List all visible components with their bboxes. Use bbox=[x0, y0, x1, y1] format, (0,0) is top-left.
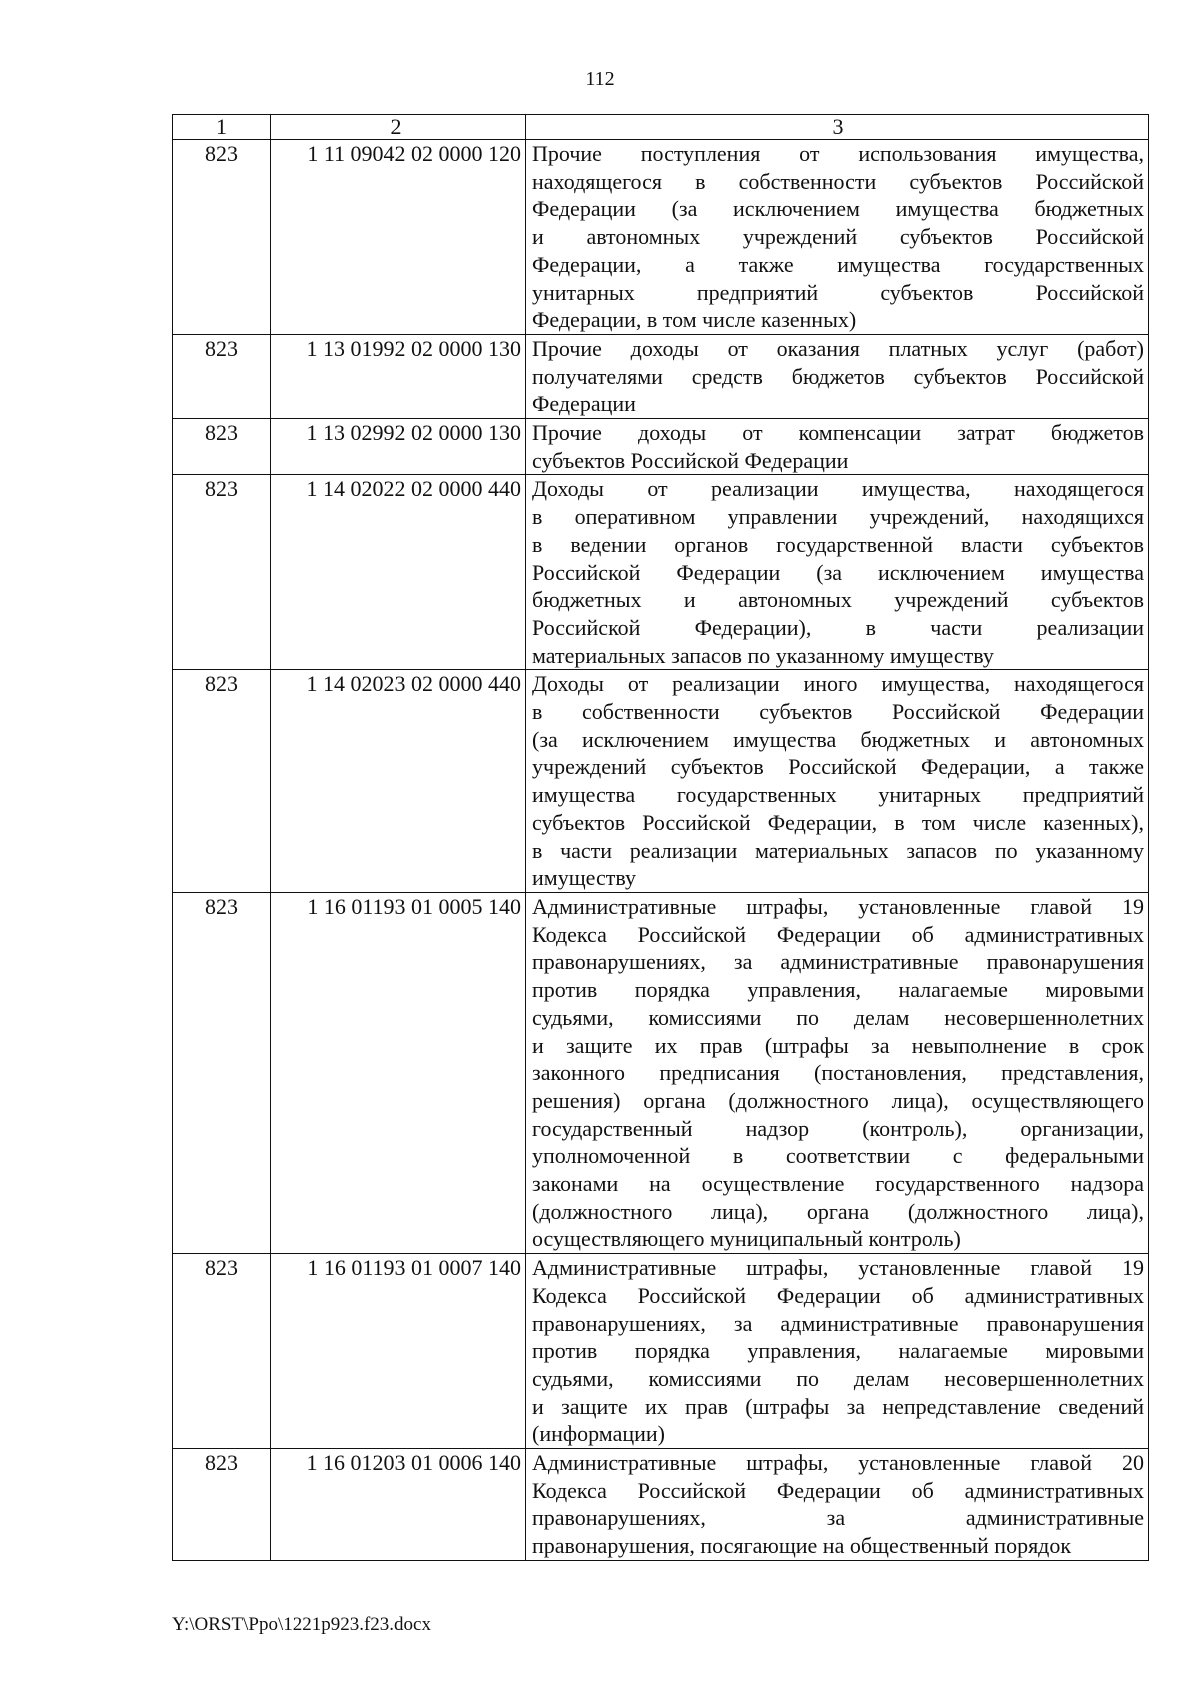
admin-code-cell: 823 bbox=[173, 140, 271, 335]
budget-classification-code-cell: 1 16 01203 01 0006 140 bbox=[271, 1449, 526, 1561]
description-line: Кодекса Российской Федерации об административных bbox=[532, 1477, 1144, 1503]
description-line: в собственности субъектов Российской Федерации bbox=[532, 699, 1144, 725]
description-line: в ведении органов государственной власти субъектов bbox=[532, 531, 1144, 557]
table-body bbox=[173, 115, 1149, 1561]
description-line: осуществляющего муниципальный контроль) bbox=[532, 1226, 961, 1252]
description-line: имуществу bbox=[532, 865, 636, 891]
description-line: правонарушениях, за административные правонарушения bbox=[532, 949, 1144, 975]
description-line: Федерации (за исключением имущества бюджетных bbox=[532, 196, 1144, 222]
description-line: (за исключением имущества бюджетных и автономных bbox=[532, 726, 1144, 752]
footer-file-path: Y:\ORST\Ppo\1221p923.f23.docx bbox=[172, 1614, 431, 1635]
admin-code-cell: 823 bbox=[173, 419, 271, 475]
description-line: Федерации, а также имущества государственных bbox=[532, 251, 1144, 277]
description-line: (должностного лица), органа (должностного лица), bbox=[532, 1198, 1144, 1224]
revenue-description-cell bbox=[526, 1449, 1149, 1561]
revenue-description-cell bbox=[526, 475, 1149, 670]
description-line: решения) органа (должностного лица), осуществляющего bbox=[532, 1087, 1144, 1113]
description-line: в оперативном управлении учреждений, находящихся bbox=[532, 504, 1144, 530]
column-header-3: 3 bbox=[526, 115, 1149, 140]
description-line: Доходы от реализации имущества, находящегося bbox=[532, 476, 1144, 502]
description-line: получателями средств бюджетов субъектов Российской bbox=[532, 363, 1144, 389]
table-row bbox=[173, 1254, 1149, 1449]
description-line: правонарушениях, за административные bbox=[532, 1505, 1144, 1531]
description-line: субъектов Российской Федерации, в том числе казенных), bbox=[532, 809, 1144, 835]
description-line: Кодекса Российской Федерации об административных bbox=[532, 1282, 1144, 1308]
description-line: против порядка управления, налагаемые мировыми bbox=[532, 1338, 1144, 1364]
description-line: Административные штрафы, установленные главой 20 bbox=[532, 1450, 1144, 1476]
table-header-row bbox=[173, 115, 1149, 140]
admin-code-cell: 823 bbox=[173, 475, 271, 670]
description-line: и защите их прав (штрафы за непредставление сведений bbox=[532, 1393, 1144, 1419]
description-line: имущества государственных унитарных предприятий bbox=[532, 782, 1144, 808]
budget-classification-code-cell: 1 13 01992 02 0000 130 bbox=[271, 334, 526, 418]
description-line: бюджетных и автономных учреждений субъектов bbox=[532, 587, 1144, 613]
table-row bbox=[173, 140, 1149, 335]
admin-code-cell: 823 bbox=[173, 892, 271, 1253]
description-line: унитарных предприятий субъектов Российской bbox=[532, 279, 1144, 305]
description-line: в части реализации материальных запасов по указанному bbox=[532, 837, 1144, 863]
description-line: судьями, комиссиями по делам несовершеннолетних bbox=[532, 1365, 1144, 1391]
description-line: Административные штрафы, установленные главой 19 bbox=[532, 893, 1144, 919]
description-line: Российской Федерации (за исключением имущества bbox=[532, 559, 1144, 585]
description-line: против порядка управления, налагаемые мировыми bbox=[532, 977, 1144, 1003]
description-line: материальных запасов по указанному имуществу bbox=[532, 642, 994, 668]
column-header-1: 1 bbox=[173, 115, 271, 140]
description-line: Доходы от реализации иного имущества, находящегося bbox=[532, 671, 1144, 697]
revenue-description-cell bbox=[526, 140, 1149, 335]
admin-code-cell: 823 bbox=[173, 670, 271, 893]
description-line: Кодекса Российской Федерации об административных bbox=[532, 921, 1144, 947]
description-line: субъектов Российской Федерации bbox=[532, 447, 849, 473]
description-line: законами на осуществление государственного надзора bbox=[532, 1171, 1144, 1197]
description-line: (информации) bbox=[532, 1421, 665, 1447]
revenue-description-cell bbox=[526, 670, 1149, 893]
admin-code-cell: 823 bbox=[173, 1254, 271, 1449]
description-line: судьями, комиссиями по делам несовершеннолетних bbox=[532, 1004, 1144, 1030]
revenue-description-cell bbox=[526, 334, 1149, 418]
budget-classification-code-cell: 1 14 02023 02 0000 440 bbox=[271, 670, 526, 893]
budget-classification-code-cell: 1 14 02022 02 0000 440 bbox=[271, 475, 526, 670]
description-line: государственный надзор (контроль), организации, bbox=[532, 1115, 1144, 1141]
admin-code-cell: 823 bbox=[173, 334, 271, 418]
column-header-2: 2 bbox=[271, 115, 526, 140]
table-row bbox=[173, 475, 1149, 670]
revenue-description-cell bbox=[526, 419, 1149, 475]
budget-classification-code-cell: 1 13 02992 02 0000 130 bbox=[271, 419, 526, 475]
table-row bbox=[173, 419, 1149, 475]
description-line: законного предписания (постановления, представления, bbox=[532, 1060, 1144, 1086]
budget-classification-code-cell: 1 11 09042 02 0000 120 bbox=[271, 140, 526, 335]
description-line: Федерации, в том числе казенных) bbox=[532, 307, 857, 333]
table-row bbox=[173, 334, 1149, 418]
table-row bbox=[173, 1449, 1149, 1561]
description-line: Федерации bbox=[532, 391, 636, 417]
description-line: Прочие доходы от оказания платных услуг (работ) bbox=[532, 335, 1144, 361]
budget-classification-code-cell: 1 16 01193 01 0007 140 bbox=[271, 1254, 526, 1449]
description-line: правонарушениях, за административные правонарушения bbox=[532, 1310, 1144, 1336]
description-line: учреждений субъектов Российской Федерации, а также bbox=[532, 754, 1144, 780]
revenue-description-cell bbox=[526, 1254, 1149, 1449]
description-line: и защите их прав (штрафы за невыполнение в срок bbox=[532, 1032, 1144, 1058]
description-line: и автономных учреждений субъектов Российской bbox=[532, 224, 1144, 250]
table-row bbox=[173, 892, 1149, 1253]
description-line: находящегося в собственности субъектов Российской bbox=[532, 168, 1144, 194]
description-line: Прочие доходы от компенсации затрат бюджетов bbox=[532, 420, 1144, 446]
description-line: уполномоченной в соответствии с федеральными bbox=[532, 1143, 1144, 1169]
revenue-codes-table bbox=[172, 114, 1149, 1561]
table-row bbox=[173, 670, 1149, 893]
description-line: Российской Федерации), в части реализации bbox=[532, 614, 1144, 640]
description-line: Прочие поступления от использования имущества, bbox=[532, 141, 1144, 166]
revenue-description-cell bbox=[526, 892, 1149, 1253]
admin-code-cell: 823 bbox=[173, 1449, 271, 1561]
budget-classification-code-cell: 1 16 01193 01 0005 140 bbox=[271, 892, 526, 1253]
description-line: правонарушения, посягающие на общественный порядок bbox=[532, 1533, 1072, 1559]
description-line: Административные штрафы, установленные главой 19 bbox=[532, 1255, 1144, 1281]
page-number: 112 bbox=[585, 68, 615, 90]
